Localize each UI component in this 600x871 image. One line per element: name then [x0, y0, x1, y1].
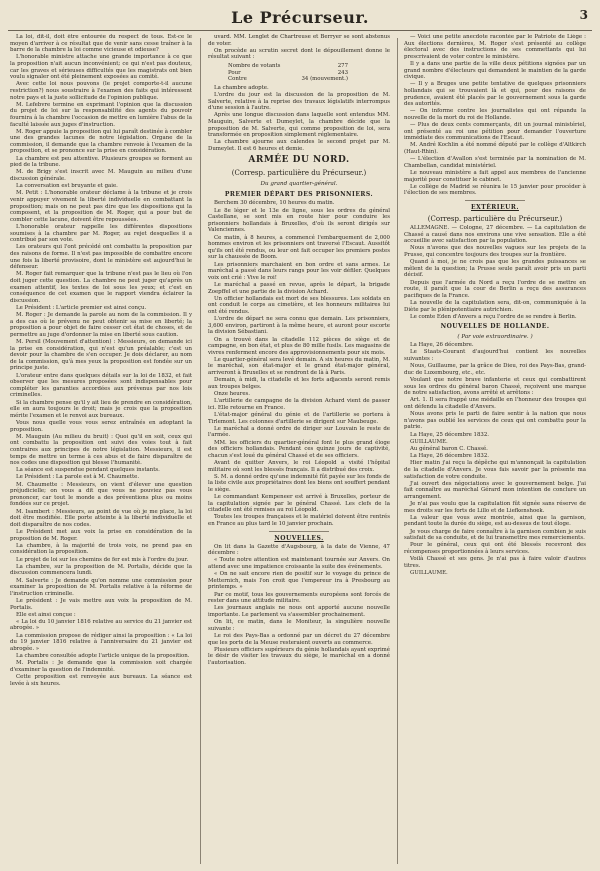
paragraph: M. Roger : Je demande la parole au nom de la commission. Il y a des cas où le prévenu ne peut obtenir sa mise en liberté; la proposition a pour objet de faire cesser cet état de choses, et de permettre au juge d'ordonner la mise en liberté sous caution. — [10, 312, 192, 338]
army-hq-line: Du grand quartier-général. — [260, 181, 338, 188]
paragraph: La valeur que vous avez montrée, ainsi que la garnison, pendant toute la durée du siège, est au-dessus de tout éloge. — [404, 514, 586, 528]
paragraph: Onze heures. — [214, 391, 251, 398]
paragraph: Par ce motif, tous les gouvernements européens sont forcés de rester dans une attitude militaire. — [208, 591, 390, 605]
paragraph: Hier matin j'ai reçu la dépêche qui m'annonçait la capitulation de la citadelle d'Anvers. Je vous fais savoir par la présente ma satisfaction de votre conduite. — [404, 460, 586, 480]
paragraph: — Plus de deux cents commerçants, dit un journal ministériel, ont présenté au roi une pétition pour demander l'ouverture immédiate des communications de l'Escaut. — [404, 122, 586, 142]
paragraph: L'ordre de départ ne sera connu que demain. Les prisonniers, 3,600 environ, partiront à la même heure, et auront pour escorte la division Sébastiani. — [208, 316, 390, 336]
paragraph: Le comte Eden d'Anvers a reçu l'ordre de se rendre à Berlin. — [410, 313, 577, 320]
holland-heading: NOUVELLES DE HOLLANDE. — [440, 323, 550, 331]
paragraph: M. André Kochlin a été nommé député par le collège d'Altkirch (Haut-Rhin). — [404, 142, 586, 156]
paragraph: Pour le général, ceux qui ont été blessés recevront des récompenses proportionnées à leurs services. — [404, 542, 586, 555]
paragraph: M. Mauguin (Au milieu du bruit) : Quoi qu'il en soit, ceux qui ont combattu la proposition ont suivi des voies tout à fait contraires aux principes de notre législation. Messieurs, il est temps de mettre un terme à ces abus et de faire disparaître de nos codes une disposition qui blesse l'humanité. — [10, 433, 192, 467]
paragraph: L'orateur entre dans quelques détails sur la loi de 1832, et fait observer que les mesures proposées sont indispensables pour compléter les garanties accordées aux prévenus par nos lois criminelles. — [10, 372, 192, 399]
section-separator — [465, 200, 525, 201]
paragraph: Ce matin, à 8 heures, a commencé l'embarquement de 2,000 hommes environ et les prisonniers ont traversé l'Escaut. Aussitôt qu'ils ont été rendus, ou leur ont fait occuper les premiers postes sur la chaussée de Boom. — [208, 234, 390, 261]
paragraph: Le Staats-Courant d'aujourd'hui contient les nouvelles suivantes : — [404, 349, 586, 363]
chamber-text — [208, 34, 390, 61]
paragraph: L'artillerie de campagne de la division Achard vient de passer ici. Elle retourne en France. — [208, 398, 390, 411]
paragraph: M. Chaumette : Messieurs, on vient d'élever une question préjudicielle; on vous a dit que vous ne pouviez pas vous prononcer, car tout le monde a des préventions plus ou moins fondées sur ce projet. — [10, 481, 192, 508]
paragraph: M. Isambert : Messieurs, au point de vue où je me place, la loi doit être modifiée. Elle porte atteinte à la liberté individuelle et doit disparaître de nos codes. — [10, 508, 192, 528]
paragraph: M. Persil (Mouvement d'attention) : Messieurs, on demande ici la prise en considération, qui n'est qu'un préalable; c'est un devoir pour la chambre de s'en occuper. Je dois déclarer, au nom de la commission, qu'à mes yeux la proposition est fondée sur un principe juste. — [10, 339, 192, 372]
paragraph: « Toute notre attention est maintenant tournée sur Anvers. On attend avec une impatience croissante la suite des événements. — [208, 557, 390, 571]
paragraph: L'état-major général du génie et de l'artillerie se portera à Tirlemont. Les colonnes d'artillerie se dirigent sur Maubeuge. — [208, 412, 390, 425]
paragraph: GUILLAUME. — [410, 569, 448, 576]
paragraph: Avec cette loi nous pouvons (le projet comporte-t-il aucune restriction?) nous soustraire à l'examen des faits qui intéressent notre pays et la juste sollicitude de l'opinion publique. — [10, 81, 192, 101]
exterior-text — [404, 225, 586, 320]
army-departure-heading: PREMIER DÉPART DES PRISONNIERS. — [224, 191, 374, 199]
paragraph: uvard. MM. Lenglet de Chartreuse et Berryer se sont abstenus de voter. — [208, 34, 390, 47]
paragraph: — L'élection d'Avallon s'est terminée par la nomination de M. Chambellan, candidat ministériel. — [404, 156, 586, 169]
masthead — [0, 0, 600, 34]
paragraph: Art. 1. Il sera frappé une médaille en l'honneur des troupes qui ont défendu la citadelle d'Anvers. — [404, 397, 586, 410]
paragraph: L'honorable ministre attache une grande importance à ce que la proposition n'ait aucun inconvénient; ce qui n'est pas douteux, car les graves et sérieuses difficultés que les magistrats ont bien voulu signaler ont été pleinement exposées au comité. — [10, 54, 192, 81]
paragraph: Le Président : L'article premier est ainsi conçu. — [16, 304, 147, 311]
paragraph: La chambre est peu attentive. Plusieurs groupes se forment au pied de la tribune. — [10, 155, 192, 169]
paragraph: Le Président met aux voix la prise en considération de la proposition de M. Roger. — [10, 529, 192, 542]
paragraph: On a trouvé dans la citadelle 112 pièces de siège et de campagne, en bon état, et plus de 80 mille fusils. Les magasins de vivres renferment encore des approvisionnements pour six mois. — [208, 336, 390, 356]
paragraph: La chambre adopte. — [214, 84, 269, 91]
page-number: 3 — [579, 8, 588, 22]
paragraph: Les journaux anglais ne nous ont apporté aucune nouvelle importante. Le parlement va s'assembler prochainement. — [208, 605, 390, 618]
paragraph: Le roi des Pays-Bas a ordonné par un décret du 27 décembre que les ports de la Meuse resteraient ouverts au commerce. — [208, 632, 390, 646]
paragraph: Le Président : La parole est à M. Chaumette. — [16, 474, 140, 481]
tally-value: 34 (mouvement.) — [301, 76, 348, 83]
paragraph: L'ordre du jour est la discussion de la proposition de M. Salverte, relative à la reprise des travaux législatifs interrompus d'une session à l'autre. — [208, 91, 390, 112]
paragraph: Elle est ainsi conçue : — [16, 611, 76, 618]
holland-subheading: ( Par voie extraordinaire. ) — [457, 334, 533, 341]
paragraph: Nous n'avons que des nouvelles vagues sur les projets de la Prusse, qui concentre toujours des troupes sur la frontière. — [404, 245, 586, 258]
paragraph: Au général baron C. Chassé. — [410, 445, 488, 452]
paragraph: Avant de quitter Anvers, le roi Léopold a visité l'hôpital militaire où sont les blessés français. Il a distribué des croix. — [208, 459, 390, 473]
paragraph: J'ai ouvert des négociations avec le gouvernement belge. J'ai fait connaître au maréchal Gérard mon intention de conclure un arrangement. — [404, 480, 586, 500]
tally-label: Pour — [228, 69, 241, 76]
exterior-subheading: (Corresp. particulière du Précurseur.) — [427, 215, 563, 223]
paragraph: Le maréchal a donné ordre de diriger sur Louvain le reste de l'armée. — [208, 425, 390, 439]
paragraph: L'honorable orateur rappelle les différentes dispositions soumises à la chambre par M. Roger, au rejet desquelles il a contribué par son vote. — [10, 223, 192, 244]
masthead-rule — [8, 30, 592, 31]
paragraph: Après une longue discussion dans laquelle sont entendus MM. Mauguin, Salverte et Dumeylet, la chambre décide que la proposition de M. Salverte, qui comme proposition de loi, sera transformée en proposition simplement réglementaire. — [208, 112, 390, 139]
chamber-text-continued — [208, 85, 390, 153]
paragraph: M. Lefebvre termine en exprimant l'opinion que la discussion du projet de loi sur la responsabilité des agents du pouvoir fournira à la chambre l'occasion de mettre en lumière l'abus de la faculté laissée aux juges d'instruction. — [10, 101, 192, 128]
paragraph: Le projet de loi sur les chemins de fer est mis à l'ordre du jour. — [16, 556, 189, 563]
paragraph: Toutes les troupes françaises et le matériel doivent être rentrés en France au plus tard le 10 janvier prochain. — [208, 514, 390, 528]
newspaper-title: Le Précurseur. — [231, 8, 369, 27]
paragraph: La Haye, 25 décembre 1832. — [410, 431, 489, 438]
paragraph: Berchem 30 décembre, 10 heures du matin. — [214, 200, 335, 207]
paragraph: Le 8e léger et le 13e de ligne, sous les ordres du général Castellane, se sont mis en route hier pour conduire les prisonniers hollandais à Bruxelles, d'où ils seront dirigés sur Valenciennes. — [208, 207, 390, 234]
paragraph: La Haye, 26 décembre. — [410, 342, 474, 349]
tally-label: Contre — [228, 76, 247, 83]
paragraph: On lit dans la Gazette d'Augsbourg, à la date de Vienne, 47 décembre : — [208, 543, 390, 557]
army-text — [208, 200, 390, 527]
tally-label: Nombre de votants — [228, 62, 281, 69]
paragraph: Les orateurs qui l'ont précédé ont combattu la proposition par des raisons de forme. Il n'est pas impossible de combattre encore une fois la liberté provisoire, dont le ministère est aujourd'hui le défenseur. — [10, 244, 192, 271]
column-right — [404, 34, 586, 866]
news-heading: NOUVELLES. — [274, 534, 324, 542]
paragraph: M. Portalis : Je demande que la commission soit chargée d'examiner la question de l'indemnité. — [10, 660, 192, 673]
vote-tally — [228, 63, 390, 83]
paragraph: Le collège de Madrid se réunira le 15 janvier pour procéder à l'élection de ses membres. — [404, 183, 586, 197]
paragraph: M. Salverte : Je demande qu'on nomme une commission pour examiner la proposition de M. Portalis relative à la réforme de l'instruction criminelle. — [10, 577, 192, 597]
column-divider — [397, 38, 398, 864]
paragraph: On procède au scrutin secret dont le dépouillement donne le résultat suivant : — [208, 47, 390, 61]
paragraph: « On ne sait encore rien de positif sur le voyage du prince de Metternich, mais l'on croit que l'empereur ira à Presbourg au printemps. » — [208, 571, 390, 591]
paragraph: M. Roger fait remarquer que la tribune n'est pas le lieu où l'on doit juger cette question. La chambre ne peut juger qu'après un examen attentif, les textes de loi sous les yeux; et c'est en conséquence de cet examen que le rapport viendra éclairer la discussion. — [10, 271, 192, 304]
paragraph: M. de Brigy s'est inscrit avec M. Mauguin au milieu d'une discussion générale. — [10, 169, 192, 183]
paragraph: La séance est suspendue pendant quelques instants. — [16, 467, 160, 474]
paragraph: Le président : Je vais mettre aux voix la proposition de M. Portalis. — [10, 597, 192, 611]
paragraph: Nous, Guillaume, par la grâce de Dieu, roi des Pays-Bas, grand-duc de Luxembourg, etc., etc. — [404, 363, 586, 376]
paragraph: Voulant que notre brave infanterie et ceux qui combattirent sous les ordres du général baron Chassé, reçoivent une marque de notre satisfaction, avons arrêté et arrêtons : — [404, 377, 586, 397]
paragraph: La conversation est bruyante et gaie. — [16, 183, 118, 190]
paragraph: GUILLAUME. — [410, 438, 448, 445]
paragraph: « La loi du 10 janvier 1816 relative au service du 21 janvier est abrogée. » — [10, 618, 192, 632]
tally-row — [228, 63, 348, 70]
paragraph: Je vous charge de faire connaître à la garnison combien je suis satisfait de sa conduite, et de lui transmettre mes remerciements. — [404, 528, 586, 542]
paragraph: La chambre, sur la proposition de M. Portalis, décide que la discussion commencera lundi. — [10, 563, 192, 577]
paragraph: — Il y a Bruges une petite tentative de quelques prisonniers hollandais qui se trouvaient là et qui, pour des raisons de prudence, avaient été placés par le gouvernement sous la garde des autorités. — [404, 81, 586, 108]
paragraph: La chambre consultée adopte l'article unique de la proposition. — [16, 653, 190, 660]
paragraph: MM. les officiers du quartier-général font le plus grand éloge des officiers hollandais. Pendant ces quinze jours de captivité, chacun s'est loué du général Chassé et de ses officiers. — [208, 439, 390, 459]
paragraph: M. Petit : L'honorable orateur déclame à la tribune et je crois venir appuyer vivement la liberté individuelle en combattant la proposition; mais on ne peut pas dire que les dispositions qui la composent, et la proposition de M. Roger, qui a pour but de combler cette lacune, doivent être repoussées. — [10, 190, 192, 223]
paragraph: Voilà Chassé et ses gens. Je n'ai pas à faire valoir d'autres titres. — [404, 556, 586, 569]
paragraph: Il y a dans une partie de la ville deux pétitions signées par un grand nombre d'électeurs qui demandent le maintien de la garde civique. — [404, 60, 586, 81]
paragraph: Depuis que l'armée du Nord a reçu l'ordre de se mettre en route, il paraît que la cour de Berlin a reçu des assurances pacifiques de la France. — [404, 279, 586, 299]
paragraph: — On informe contre les journalistes qui ont répandu la nouvelle de la mort du roi de Hollande. — [404, 108, 586, 121]
column-left — [10, 34, 192, 866]
tally-value: 277 — [337, 62, 348, 69]
paragraph: La chambre ajourne aux calendes le second projet par M. Dumeylet. Il est 6 heures et demie. — [208, 139, 390, 152]
paragraph: Le commandant Kempeneer est arrivé à Bruxelles, porteur de la capitulation signée par le général Chassé. Les clefs de la citadelle ont été remises au roi Léopold. — [208, 494, 390, 514]
paragraph: La Haye, 26 décembre 1832. — [410, 453, 489, 460]
paragraph: Cette proposition est renvoyée aux bureaux. La séance est levée à six heures. — [10, 674, 192, 687]
paragraph: La loi, dit-il, doit être entourée du respect de tous. Est-ce le moyen d'arriver à ce résultat que de venir sans cesse traîner à la barre de la chambre la loi comme vicieuse et odieuse? — [10, 34, 192, 54]
holland-text — [404, 342, 586, 576]
paragraph: Le maréchal a passé en revue, après le départ, la brigade Zoepffel et une partie de la division Achard. — [208, 281, 390, 295]
paragraph: Je n'ai pas voulu que la capitulation fût signée sans réserve de mes droits sur les forts de Lillo et de Liefkenshoek. — [404, 501, 586, 514]
paragraph: La chambre, à la majorité de trois voix, ne prend pas en considération la proposition. — [10, 542, 192, 556]
paragraph: Si la chambre pense qu'il y ait lieu de prendre en considération, elle en aura toujours le droit; mais je crois que la proposition mérite l'examen et le renvoi aux bureaux. — [10, 399, 192, 419]
paragraph: Nous avons pris le parti de faire sentir à la nation que nous n'avons pas oublié les services de ceux qui ont combattu pour la patrie. — [404, 411, 586, 431]
paragraph: Le quartier-général sera levé demain. A six heures du matin, M. le maréchal, son état-major et le grand état-major général, arriveront à Bruxelles et se rendront de là à Paris. — [208, 356, 390, 377]
paragraph: Quand à moi, je ne crois pas que les grandes puissances se mêlent de la question; la Prusse seule paraît avoir pris un parti décisif. — [404, 259, 586, 279]
paragraph: Vous nous quelle vous vous serez entraînés en adoptant la proposition. — [10, 419, 192, 433]
paragraph: Un officier hollandais est mort de ses blessures. Les soldats en ont conduit le corps au cimetière, et les honneurs militaires lui ont été rendus. — [208, 295, 390, 315]
paragraph: Demain, à midi, la citadelle et les forts adjacents seront remis aux troupes belges. — [208, 377, 390, 390]
paragraph: La nouvelle de la capitulation sera, dit-on, communiquée à la Diète par le plénipotentiaire autrichien. — [404, 299, 586, 313]
exterior-heading: EXTÉRIEUR. — [471, 204, 519, 211]
paragraph: — Voici une petite anecdote racontée par le Patriote de Liège : Aux élections dernières, M. Roger s'est présenté au collège électoral avec des instructions de ses commettants qui lui prescrivaient de voter contre le ministère. — [404, 34, 586, 60]
paragraph: S. M. a donné ordre qu'une indemnité fût payée sur les fonds de la liste civile aux propriétaires dont les biens ont souffert pendant le siège. — [208, 473, 390, 493]
paragraph: On lit, ce matin, dans le Moniteur, la singulière nouvelle suivante : — [208, 619, 390, 632]
paragraph: Les prisonniers marchaient en bon ordre et sans armes. Le maréchal a passé dans leurs rangs pour les voir défiler. Quelques voix ont crié : Vive le roi! — [208, 261, 390, 281]
section-separator — [269, 531, 329, 532]
column-divider — [200, 38, 201, 864]
army-subheading: (Corresp. particulière du Précurseur.) — [231, 169, 367, 178]
army-heading: ARMÉE DU NORD. — [248, 155, 350, 166]
tally-row — [228, 76, 348, 83]
paragraph: La commission propose de rédiger ainsi la proposition : « La loi du 19 janvier 1816 relative à l'anniversaire du 21 janvier est abrogée. » — [10, 632, 192, 652]
paragraph: Le nouveau ministère a fait appel aux membres de l'ancienne majorité pour constituer le cabinet. — [404, 170, 586, 183]
column-middle — [208, 34, 390, 866]
misc-text — [404, 34, 586, 197]
news-text — [208, 544, 390, 667]
tally-value: 243 — [337, 69, 348, 76]
paragraph: Plusieurs officiers supérieurs du génie hollandais ayant exprimé le désir de visiter les travaux du siège, le maréchal en a donné l'autorisation. — [208, 646, 390, 666]
paragraph: M. Roger appuie la proposition qui lui paraît destinée à combler une des grandes lacunes de notre législation. Organe de la commission, il demande que la chambre renvoie à l'examen de la proposition, et se prononce sur la prise en considération. — [10, 128, 192, 155]
paragraph: ALLEMAGNE. — Cologne, 27 décembre. — La capitulation de Chassé a causé dans nos environs une vive sensation. Elle a été accueillie avec satisfaction par la population. — [404, 225, 586, 245]
